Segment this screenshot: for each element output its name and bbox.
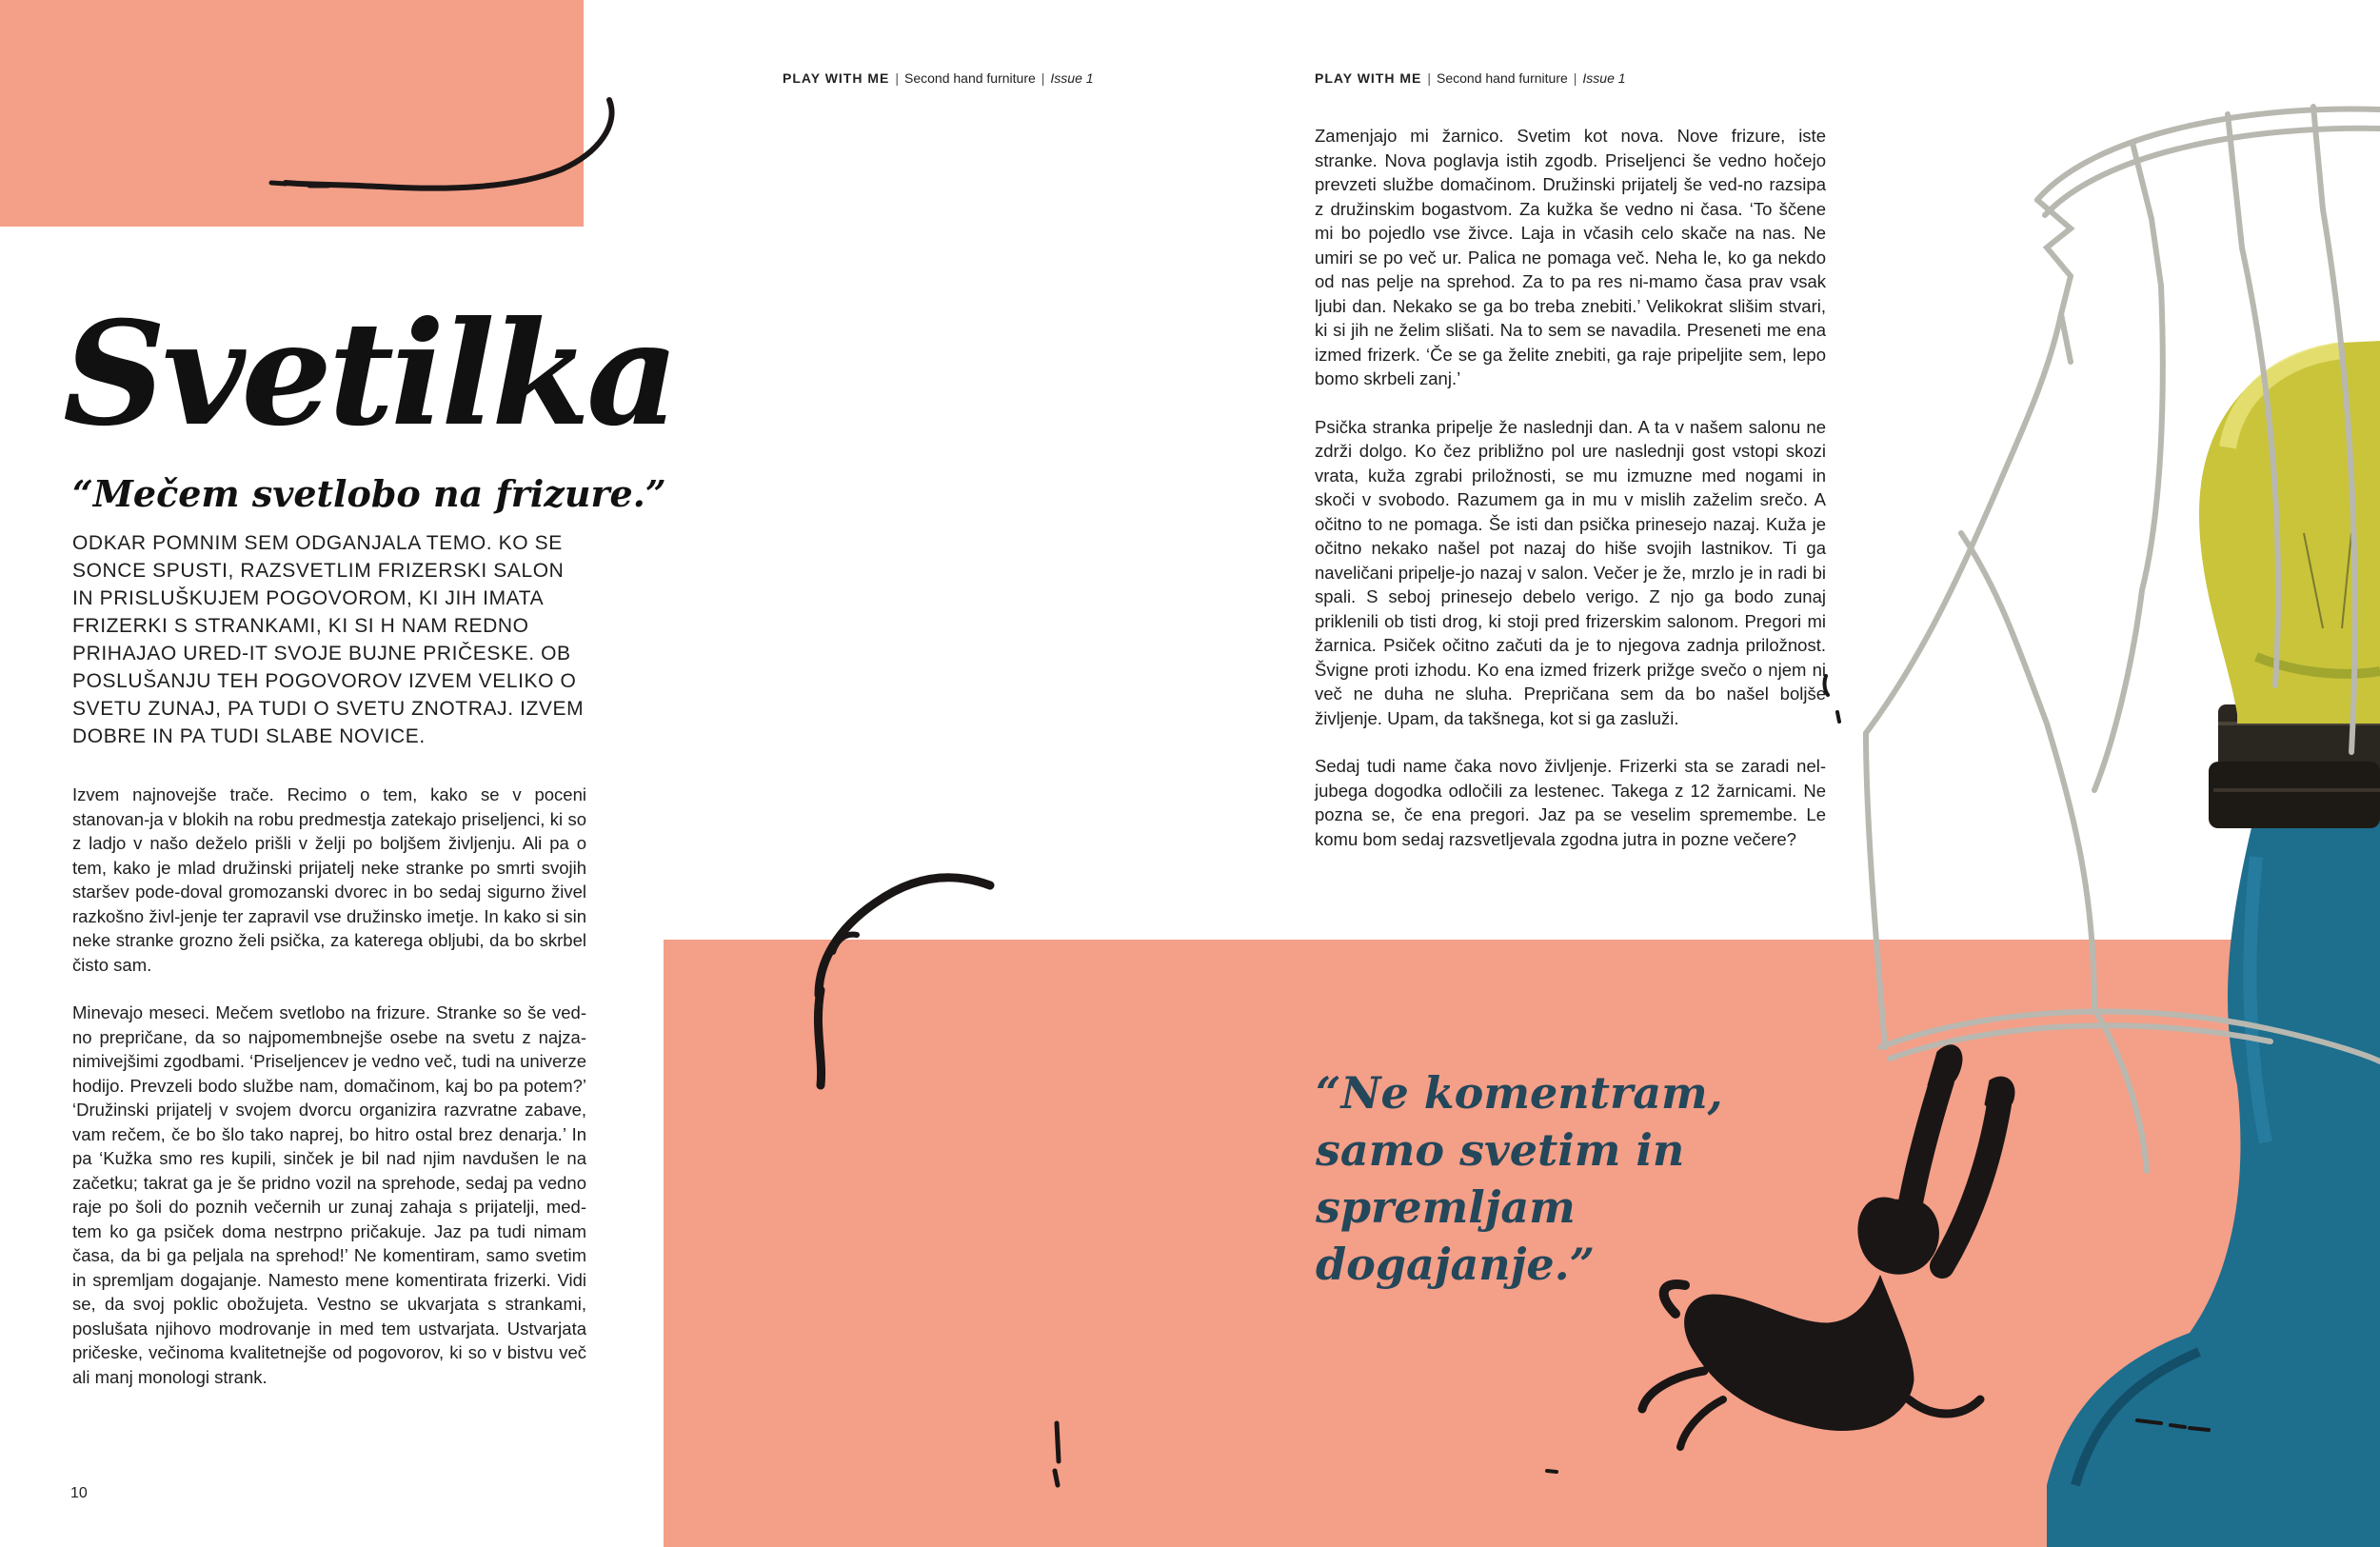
body-paragraph: Minevajo meseci. Mečem svetlobo na frizure. Stranke so še ved-no prepričane, da so najpomembnejše osebe na svetu z najza-nimivejšimi zgodbami. ‘Priseljencev je vedno več, tudi na univerze hodijo. Prevzeli bodo službe nam, domačinom, kaj bo pa potem?’ ‘Družinski prijatelj v svojem dvorcu organizira razvratne zabave, vam rečem, če bo šlo tako naprej, bo hitro ostal brez denarja.’ In pa ‘Kužka smo res kupili, sinček je bil nad njim navdušen le na začetku; takrat ga je še pridno vozil na sprehode, sedaj pa vedno raje po šoli do poznih večernih ur zunaj zahaja s prijatelji, med-tem ko ga psiček doma nestrpno pričakuje. Jaz pa tudi nimam časa, da bi ga peljala na sprehod!’ Ne komentiram, samo svetim in spremljam dogajanje. Namesto mene komentirata frizerki. Vidi se, da svoj poklic obožujeta. Vestno se ukvarjata s strankami, poslušata njihovo modrovanje in med tem ustvarjata. Ustvarjata pričeske, večinoma kvalitetnejše od pogovorov, ki so v bistvu več ali manj monologi strank. <box>72 1002 586 1387</box>
running-header-right: PLAY WITH ME | Second hand furniture | Issue 1 <box>1315 70 1626 86</box>
running-header-left: PLAY WITH ME | Second hand furniture | Issue 1 <box>783 70 1094 86</box>
magazine-name: PLAY WITH ME <box>783 70 890 86</box>
issue-label: Issue 1 <box>1050 70 1094 86</box>
pull-quote: “Mečem svetlobo na frizure.” <box>72 472 666 515</box>
article-title: Svetilka <box>63 290 676 458</box>
body-paragraph: Psička stranka pripelje že naslednji dan. A ta v našem salonu ne zdrži dolgo. Ko čez približno pol ure naslednji gost vstopi skozi vrata, kuža zgrabi priložnosti, se mu izmuzne med nogami in skoči v svobodo. Razumem ga in mu v mislih zaželim srečo. A očitno to ne pomaga. Še isti dan psička prinesejo nazaj. Kuža je očitno nekako našel pot nazaj do hiše svojih lastnikov. Ti ga naveličani pripelje-jo nazaj v salon. Večer je že, mrzlo je in radi bi spali. S seboj prinesejo debelo verigo. Z njo ga bodo zunaj priklenili ob tisti drog, ki stoji pred frizerskim salonom. Pregori mi žarnica. Psiček očitno začuti da je to njegova zadnja priložnost. Švigne proti izhodu. Ko ena izmed frizerk prižge svečo o njem ni več ne duha ne sluha. Prepričana sem da bo našel boljše življenje. Upam, da takšnega, kot si ga zasluži. <box>1315 416 1826 728</box>
magazine-name: PLAY WITH ME <box>1315 70 1422 86</box>
feature-quote: “Ne komentram, samo svetim in spremljam dogajanje.” <box>1316 1067 1723 1290</box>
right-body-column <box>1315 124 1826 875</box>
page-number: 10 <box>70 1485 88 1501</box>
lead-paragraph: ODKAR POMNIM SEM ODGANJALA TEMO. KO SE SONCE SPUSTI, RAZSVETLIM FRIZERSKI SALON IN PRISLUŠKUJEM POGOVOROM, KI JIH IMATA FRIZERKI S STRANKAMI, KI SI H NAM REDNO PRIHAJAO URED-IT SVOJE BUJNE PRIČESKE. OB POSLUŠANJU TEH POGOVOROV IZVEM VELIKO O SVETU ZUNAJ, PA TUDI O SVETU ZNOTRAJ. IZVEM DOBRE IN PA TUDI SLABE NOVICE. <box>72 532 585 747</box>
body-paragraph: Sedaj tudi name čaka novo življenje. Frizerki sta se zaradi nel-jubega dogodka odločili za lestenec. Takega z 12 žarnicami. Ne pozna se, če ena pregori. Jaz pa se veselim spremembe. Le komu bom sedaj razsvetljevala zgodna jutra in pozne večere? <box>1315 756 1826 849</box>
body-paragraph: Izvem najnovejše trače. Recimo o tem, kako se v poceni stanovan-ja v blokih na robu predmestja zatekajo priseljenci, ki so z ladjo v našo deželo prišli v želji po boljšem življenju. Ali pa o tem, kako je mlad družinski prijatelj neke stranke po smrti svojih staršev pode-doval gromozanski dvorec in bo sedaj sigurno živel razkošno živl-jenje ter zapravil vse družinsko imetje. In kako si sin neke stranke grozno želi psička, za katerega obljubi, da bo skrbel čisto sam. <box>72 784 586 975</box>
section-name: Second hand furniture <box>1437 70 1568 86</box>
section-name: Second hand furniture <box>904 70 1036 86</box>
lamp-base <box>2047 771 2380 1547</box>
body-paragraph: Zamenjajo mi žarnico. Svetim kot nova. Nove frizure, iste stranke. Nova poglavja istih zgodb. Priseljenci še vedno hočejo prevzeti službe domačinom. Družinski prijatelj še ved-no razsipa z družinskim bogastvom. Za kužka še vedno ni časa. ‘To ščene mi bo pojedlo vse živce. Laja in včasih celo skače na nas. Ne umiri se po več ur. Palica ne pomaga več. Neha le, ko ga nekdo od nas pelje na sprehod. Za to pa res ni-mamo časa prav vsak ljubi dan. Nekako se ga bo treba znebiti.’ Velikokrat slišim stvari, ki si jih ne želim slišati. Na to sem se navadila. Preseneti me ena izmed frizerk. ‘Če se ga želite znebiti, ga raje pripeljite sem, lepo bomo skrbeli zanj.’ <box>1315 126 1826 388</box>
issue-label: Issue 1 <box>1582 70 1626 86</box>
left-body-column <box>72 783 586 1413</box>
